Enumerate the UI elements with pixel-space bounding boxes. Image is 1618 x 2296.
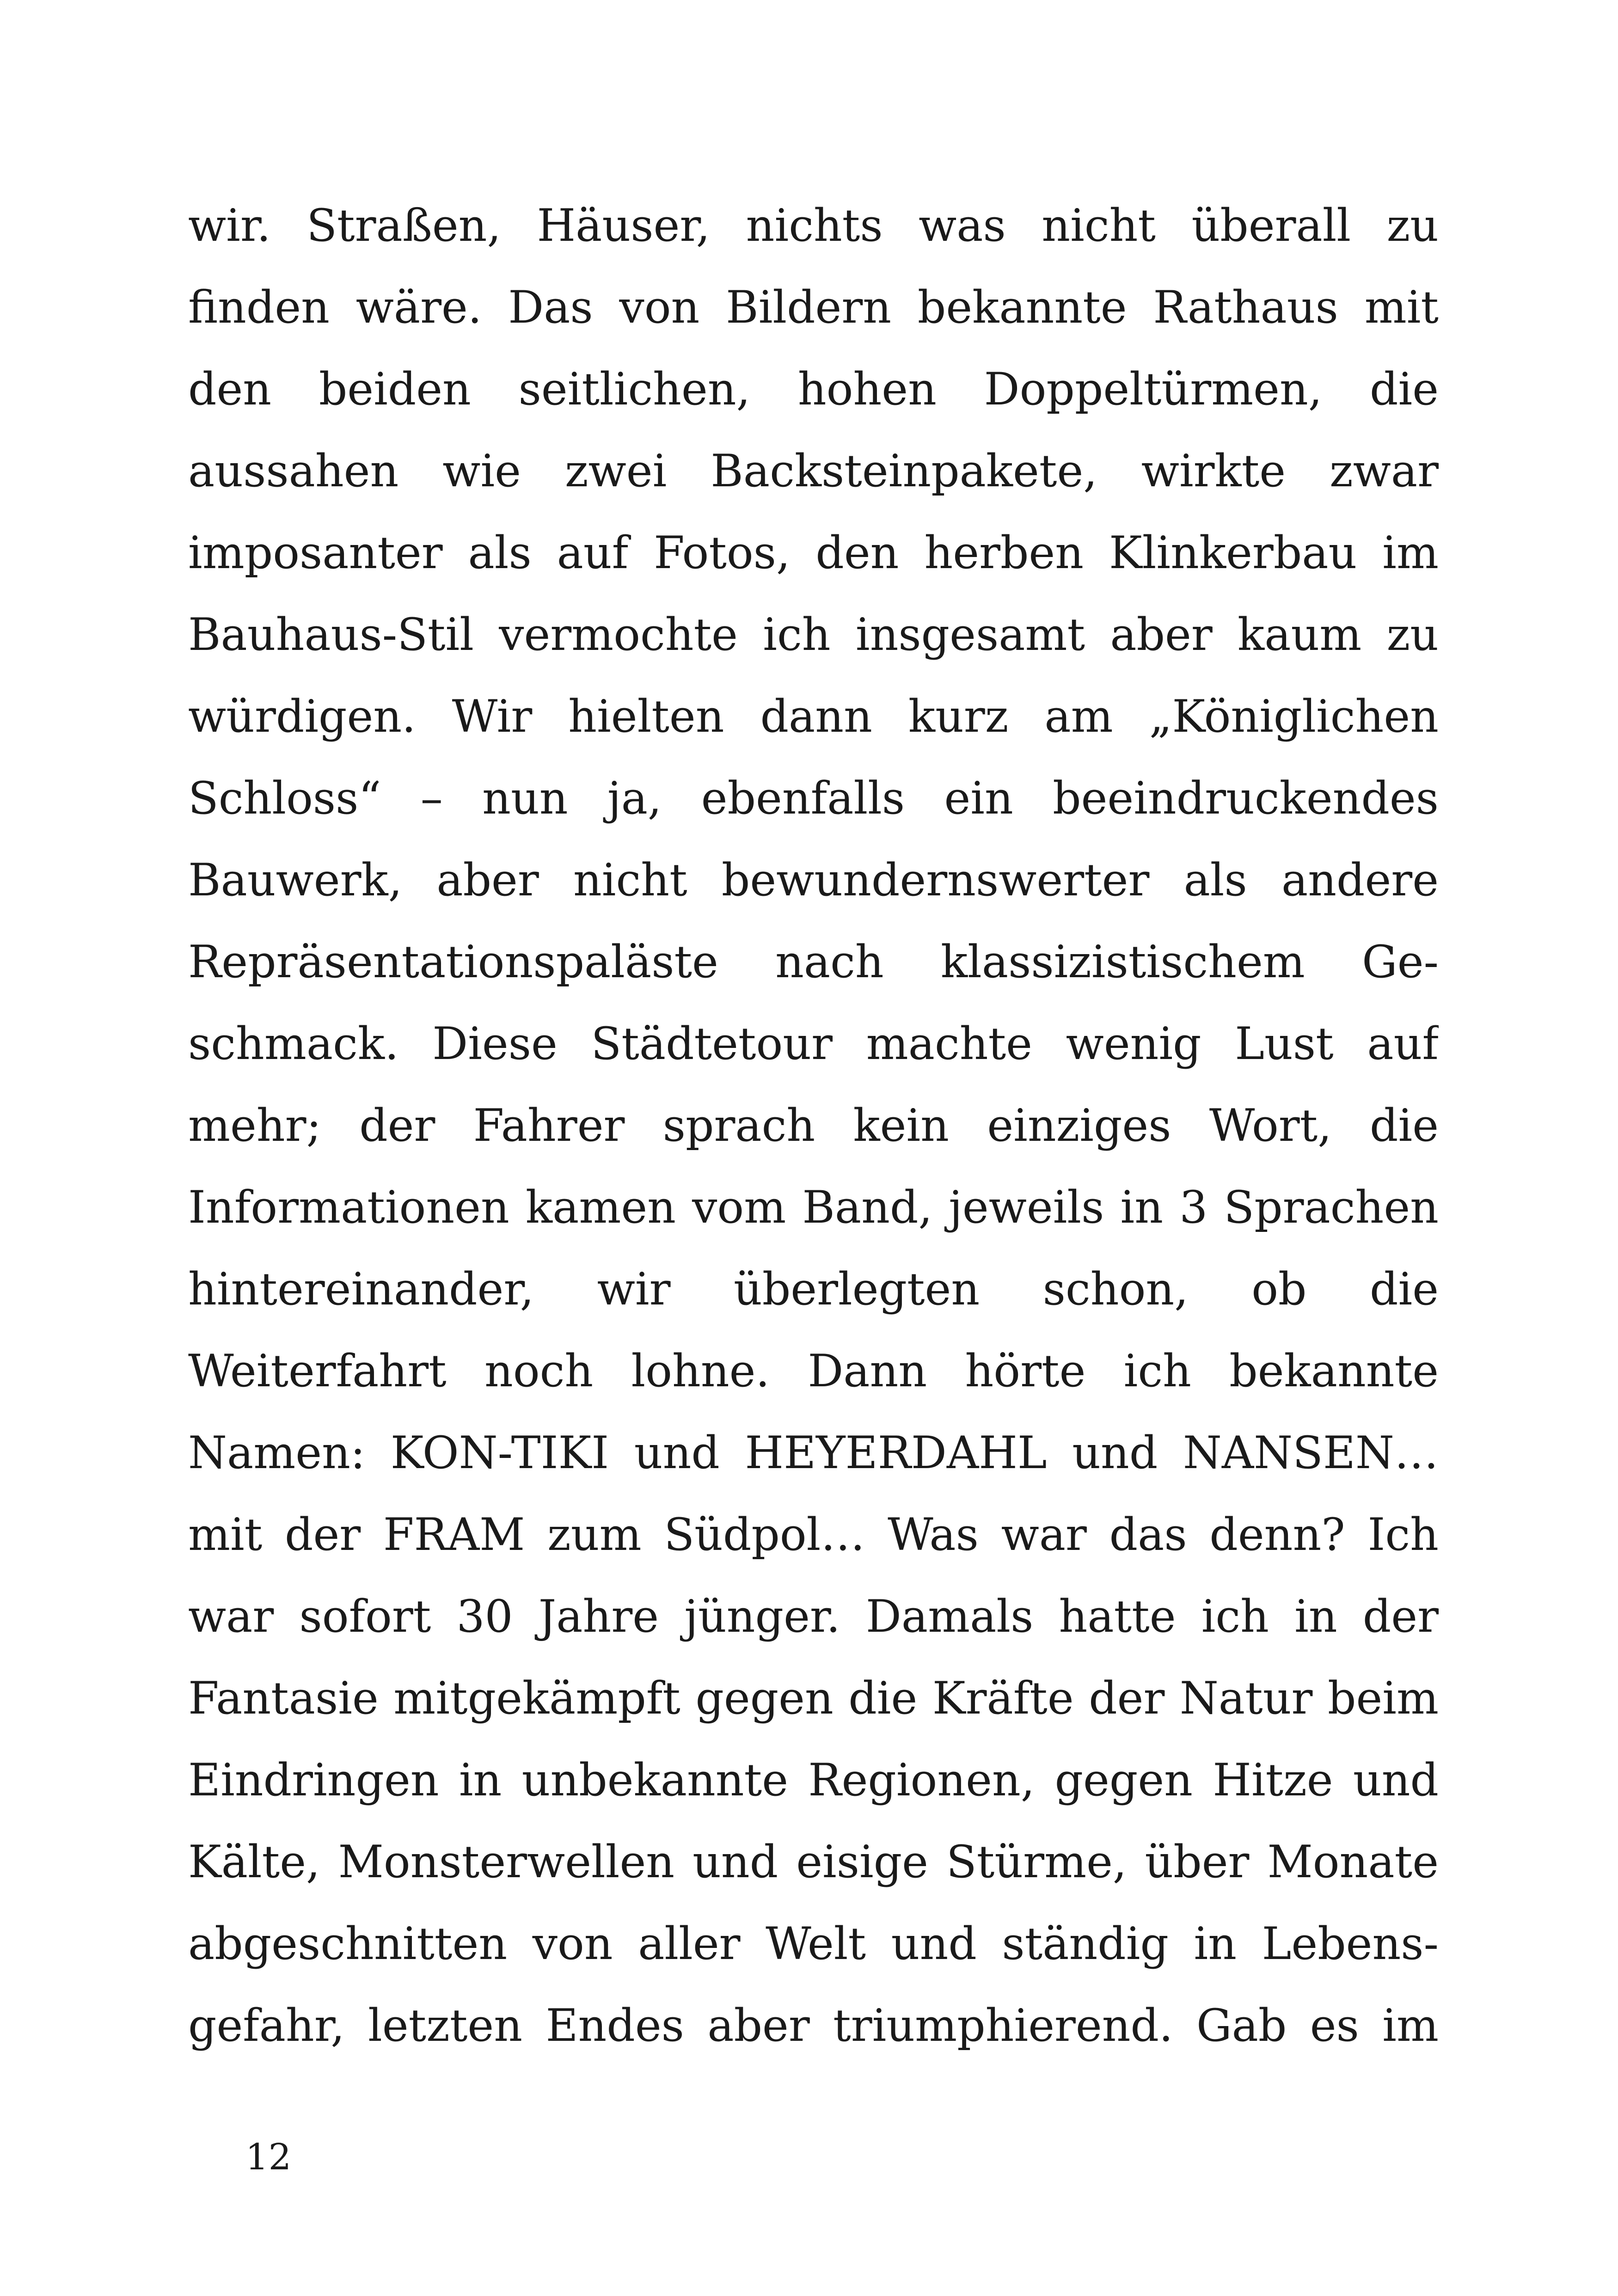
- text-line: den beiden seitlichen, hohen Doppeltürmen, die: [188, 363, 1439, 415]
- text-line: Namen: KON-TIKI und HEYERDAHL und NANSEN…: [188, 1427, 1439, 1479]
- text-line: schmack. Diese Städtetour machte wenig Lust auf: [188, 1018, 1439, 1070]
- text-line: Kälte, Monsterwellen und eisige Stürme, über Monate: [188, 1836, 1439, 1888]
- body-text: [188, 185, 1439, 2067]
- text-line: aussahen wie zwei Backsteinpakete, wirkte zwar: [188, 445, 1439, 497]
- text-line: hintereinander, wir überlegten schon, ob die: [188, 1263, 1439, 1315]
- text-line: Bauhaus-Stil vermochte ich insgesamt aber kaum zu: [188, 609, 1439, 661]
- text-line: Eindringen in unbekannte Regionen, gegen Hitze und: [188, 1754, 1439, 1806]
- text-line: wir. Straßen, Häuser, nichts was nicht überall zu: [188, 200, 1439, 251]
- text-line: finden wäre. Das von Bildern bekannte Rathaus mit: [188, 282, 1439, 333]
- page-number: 12: [245, 2137, 292, 2178]
- text-line: gefahr, letzten Endes aber triumphierend. Gab es im: [188, 2000, 1439, 2051]
- text-line: Schloss“ – nun ja, ebenfalls ein beeindruckendes: [188, 772, 1439, 824]
- text-line: mehr; der Fahrer sprach kein einziges Wort, die: [188, 1100, 1439, 1151]
- text-line: mit der FRAM zum Südpol… Was war das denn? Ich: [188, 1509, 1439, 1561]
- text-line: abgeschnitten von aller Welt und ständig in Lebens-: [188, 1918, 1439, 1970]
- text-line: Fantasie mitgekämpft gegen die Kräfte der Natur beim: [188, 1672, 1439, 1724]
- text-line: Informationen kamen vom Band, jeweils in 3 Sprachen: [188, 1182, 1439, 1233]
- text-line: Repräsentationspaläste nach klassizistischem Ge-: [188, 936, 1439, 988]
- text-line: Bauwerk, aber nicht bewundernswerter als andere: [188, 854, 1439, 906]
- text-line: würdigen. Wir hielten dann kurz am „Königlichen: [188, 691, 1439, 742]
- text-line: Weiterfahrt noch lohne. Dann hörte ich bekannte: [188, 1345, 1439, 1397]
- text-line: imposanter als auf Fotos, den herben Klinkerbau im: [188, 527, 1439, 579]
- text-line: war sofort 30 Jahre jünger. Damals hatte ich in der: [188, 1591, 1439, 1642]
